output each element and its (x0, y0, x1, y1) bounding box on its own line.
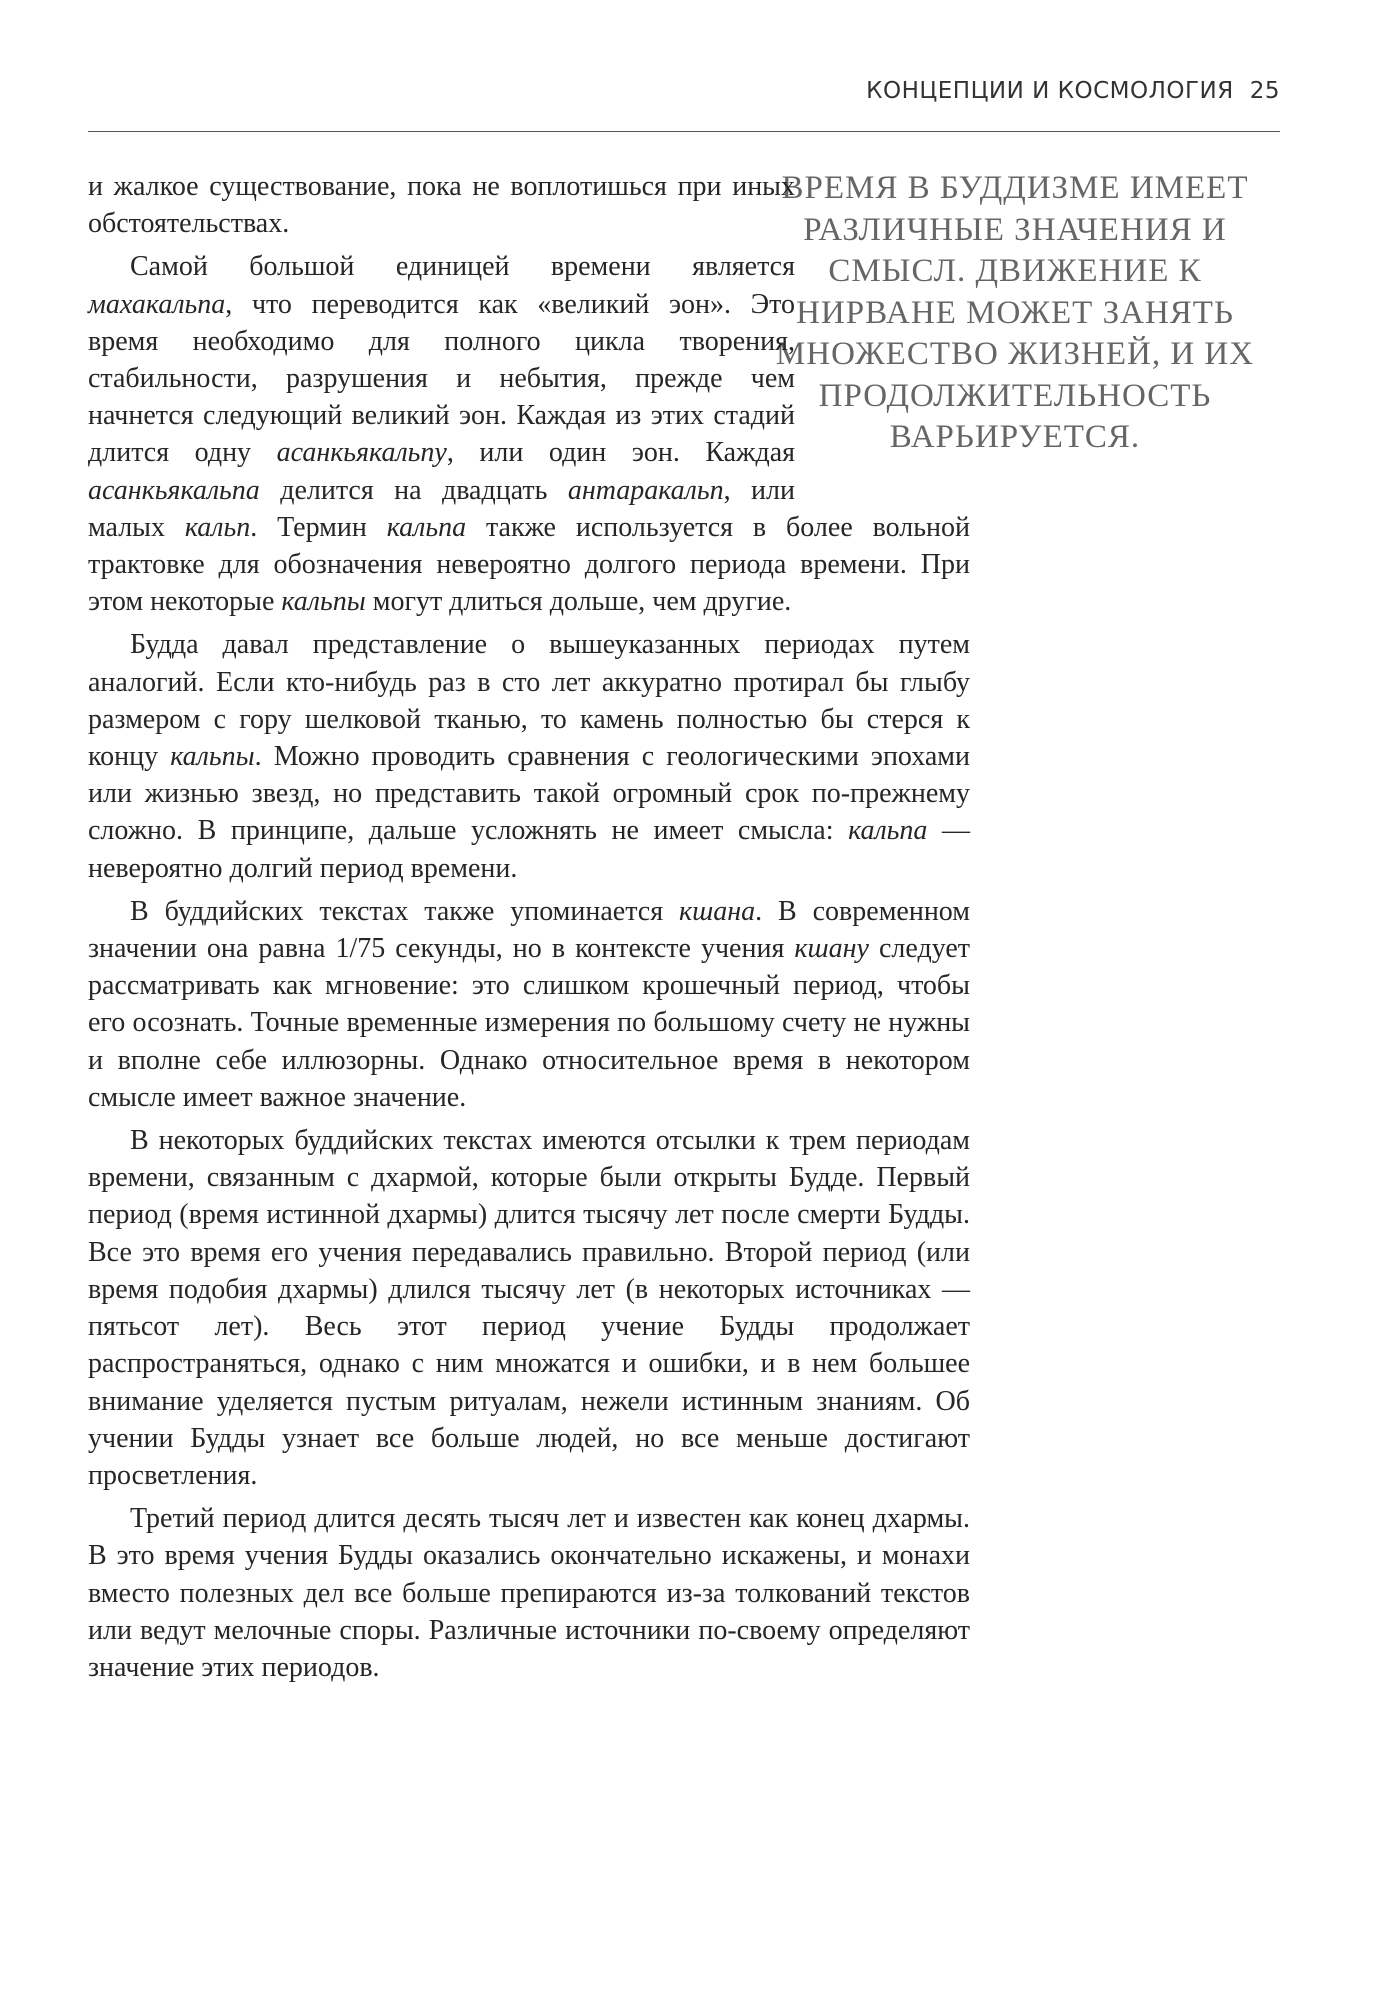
header-rule (88, 131, 1280, 132)
paragraph (88, 626, 970, 886)
running-head (866, 78, 1280, 104)
text-run: . В современном значении она равна 1/75 секунды, но в контексте учения (88, 895, 970, 965)
text-run: и жалкое существование, пока не воплотишься при иных обстоятельствах. (88, 171, 795, 240)
pull-quote-gap (795, 168, 970, 498)
text-run: также используется в более вольной трактовке для обозначения невероятно долгого периода времени. При этом некоторые (88, 511, 970, 618)
italic-term: кальпы (170, 741, 255, 773)
body-text (88, 168, 970, 1686)
page-number: 25 (1249, 78, 1280, 104)
text-run: следует рассматривать как мгновение: это слишком крошечный период, чтобы его осознать. Точные временные измерения по большому счету не нужны и вполне себе иллюзорны. Однако относительное время в некотором смысле имеет важное значение. (88, 933, 971, 1113)
italic-term: кальпы (281, 586, 366, 618)
italic-term: кшану (794, 933, 869, 965)
paragraph (88, 893, 970, 1116)
text-run: — невероятно долгий период времени. (88, 815, 971, 884)
text-run: В некоторых буддийских текстах имеются отсылки к трем периодам времени, связанным с дхармой, которые были открыты Будде. Первый период (время истинной дхармы) длится тысячу лет после смерти Будды. Все это время его учения передавались правильно. Второй период (или время подобия дхармы) длился тысячу лет (в некоторых источниках — пятьсот лет). Весь этот период учение Будды продолжает распространяться, однако с ним множатся и ошибки, и в нем большее внимание уделяется пустым ритуалам, нежели истинным знаниям. Об учении Будды узнает все больше людей, но все меньше достигают просветления. (88, 1125, 970, 1491)
italic-term: антаракальп (567, 474, 724, 506)
paragraph (88, 1122, 970, 1494)
text-run: . Можно проводить сравнения с геологическими эпохами или жизнью звезд, но представить такой огромный срок по-прежнему сложно. В принципе, дальше усложнять не имеет смысла: (88, 741, 970, 847)
text-run: , или один эон. Каждая (446, 437, 796, 469)
italic-term: кальпа (848, 815, 928, 847)
paragraph (88, 1500, 970, 1686)
text-run: могут длиться дольше, чем другие. (365, 586, 792, 618)
text-run: , или малых (88, 474, 795, 543)
section-title: КОНЦЕПЦИИ И КОСМОЛОГИЯ (866, 78, 1234, 104)
pull-quote: ВРЕМЯ В БУДДИЗМЕ ИМЕЕТ РАЗЛИЧНЫЕ ЗНАЧЕНИЯ И СМЫСЛ. ДВИЖЕНИЕ К НИРВАНЕ МОЖЕТ ЗАНЯТЬ МНОЖЕСТВО ЖИЗНЕЙ, И ИХ ПРОДОЛЖИТЕЛЬНОСТЬ ВАРЬИРУЕТСЯ. (775, 170, 1255, 455)
text-run: В буддийских текстах также упоминается (130, 895, 679, 927)
text-run: , что переводится как «великий эон». Это время необходимо для полного цикла творения, стабильности, разрушения и небытия, прежде чем начнется следующий великий эон. Каждая из этих стадий длится одну (88, 288, 795, 469)
text-run: Будда давал представление о вышеуказанных периодах путем аналогий. Если кто-нибудь раз в сто лет аккуратно протирал бы глыбу размером с гору шелковой тканью, то камень полностью бы стерся к концу (88, 629, 970, 773)
text-run: делится на двадцать (259, 474, 568, 506)
text-run: Третий период длится десять тысяч лет и известен как конец дхармы. В это время учения Будды оказались окончательно искажены, и монахи вместо полезных дел все больше препираются из-за толкований текстов или ведут мелочные споры. Различные источники по-своему определяют значение этих периодов. (88, 1503, 970, 1683)
text-run: Самой большой единицей времени является (130, 251, 795, 283)
italic-term: асанкьякальпу (276, 437, 447, 469)
italic-term: кальпа (386, 511, 467, 543)
italic-term: кальп (184, 511, 251, 543)
text-run: . Термин (250, 511, 387, 543)
italic-term: кшана (679, 895, 756, 927)
italic-term: махакальпа (88, 288, 226, 320)
italic-term: асанкьякальпа (88, 474, 260, 506)
